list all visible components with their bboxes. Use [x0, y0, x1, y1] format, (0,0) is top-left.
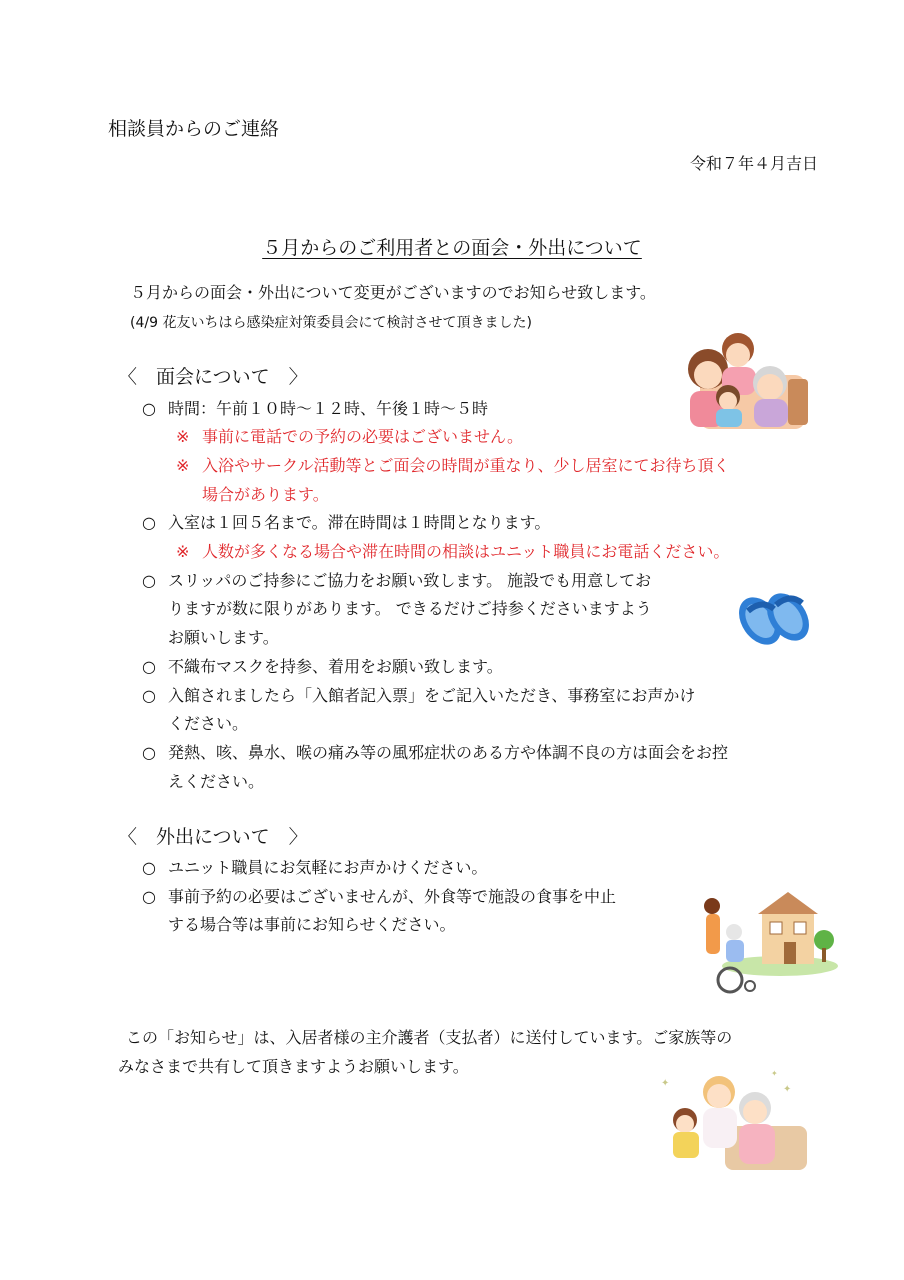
bullet: ○ [142, 513, 156, 532]
note-mark: ※ [176, 542, 190, 561]
slippers-icon [736, 585, 816, 651]
meals-text-cont: する場合等は事前にお知らせください。 [168, 915, 456, 934]
bullet: ○ [142, 399, 156, 418]
bullet: ○ [142, 657, 156, 676]
note-text-cont: 場合があります。 [202, 485, 329, 504]
svg-text:✦: ✦ [661, 1078, 670, 1089]
symptoms-text-cont: えください。 [168, 772, 265, 791]
note-mark: ※ [176, 427, 190, 446]
svg-text:✦: ✦ [783, 1084, 792, 1095]
family-visit-icon [680, 325, 810, 429]
bullet: ○ [142, 858, 156, 877]
symptoms-text: 発熱、咳、鼻水、喉の痛み等の風邪症状のある方や体調不良の方は面会をお控 [168, 743, 729, 762]
bullet: ○ [142, 887, 156, 906]
visits-heading: 〈 面会について 〉 [118, 366, 308, 388]
notice-date: 令和７年４月吉日 [689, 154, 818, 173]
bullet: ○ [142, 686, 156, 705]
note-text: 入浴やサークル活動等とご面会の時間が重なり、少し居室にてお待ち頂く [202, 456, 730, 475]
svg-text:✦: ✦ [771, 1069, 778, 1078]
mask-text: 不織布マスクを持参、着用をお願い致します。 [168, 657, 503, 676]
note-text: 人数が多くなる場合や滞在時間の相談はユニット職員にお電話ください。 [202, 542, 730, 561]
registration-text: 入館されましたら「入館者記入票」をご記入いただき、事務室にお声かけ [168, 686, 696, 705]
room-limit-text: 入室は１回５名まで。滞在時間は１時間となります。 [168, 513, 551, 532]
note-text: 事前に電話での予約の必要はございません。 [202, 427, 523, 446]
slippers-text-cont: りますが数に限りがあります。 できるだけご持参くださいますよう [168, 599, 652, 618]
note-mark: ※ [176, 456, 190, 475]
slippers-text: スリッパのご持参にご協力をお願い致します。 施設でも用意してお [168, 571, 652, 590]
outings-heading: 〈 外出について 〉 [118, 826, 308, 848]
notice-title: ５月からのご利用者との面会・外出について [262, 237, 642, 259]
registration-text-cont: ください。 [168, 714, 249, 733]
footer-text: この「お知らせ」は、入居者様の主介護者（支払者）に送付しています。ご家族等の [126, 1028, 733, 1047]
meals-text: 事前予約の必要はございませんが、外食等で施設の食事を中止 [168, 887, 617, 906]
notice-intro: ５月からの面会・外出について変更がございますのでお知らせ致します。 [130, 283, 656, 302]
bullet: ○ [142, 743, 156, 762]
bullet: ○ [142, 571, 156, 590]
ask-staff-text: ユニット職員にお気軽にお声かけください。 [168, 858, 488, 877]
committee-note: (4/9 花友いちはら感染症対策委員会にて検討させて頂きました) [130, 315, 532, 331]
visit-hours-text: 時間：午前１０時～１２時、午後１時～５時 [168, 399, 489, 418]
family-smile-icon [655, 1066, 807, 1172]
footer-text-cont: みなさまで共有して頂きますようお願いします。 [118, 1057, 469, 1076]
org-title: 相談員からのご連絡 [108, 118, 280, 140]
slippers-text-cont: お願いします。 [168, 628, 279, 647]
wheelchair-house-icon [700, 888, 838, 996]
